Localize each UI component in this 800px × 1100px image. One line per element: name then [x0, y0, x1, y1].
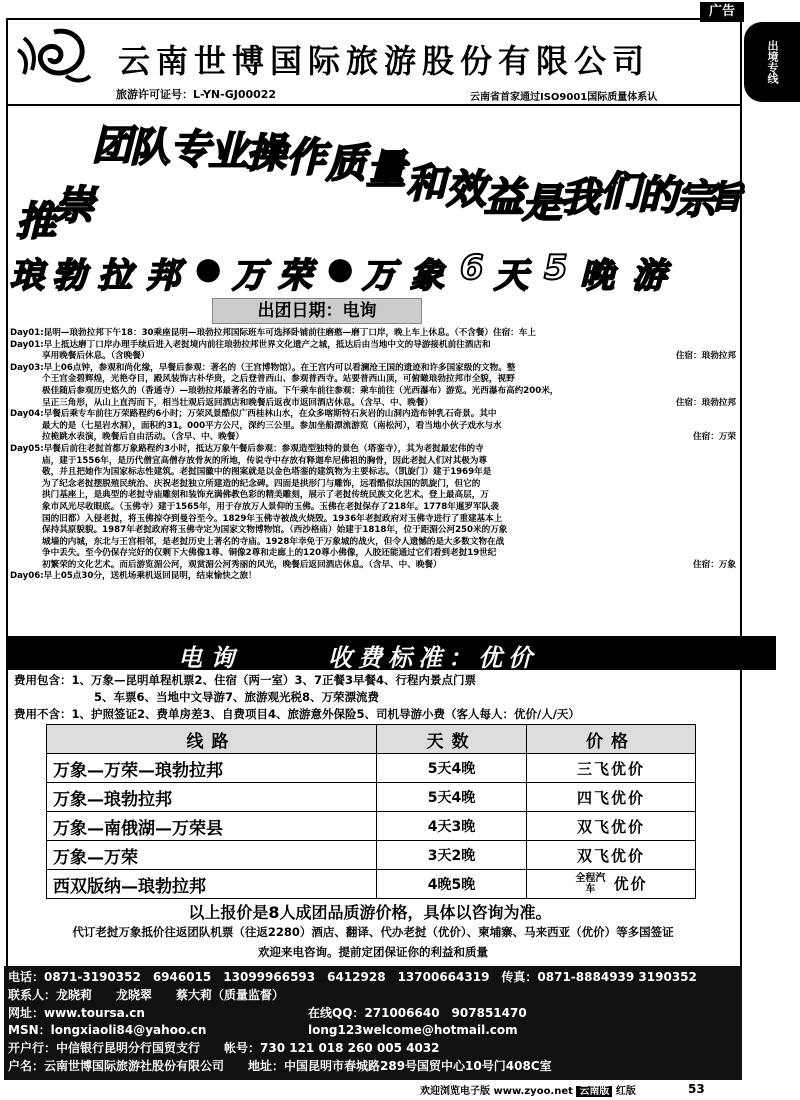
itinerary-text: 最大的是（七星岩水洞），面积约31。000平方公尺，深约三公里。参加坐船漂流游览（南松河），看当地小伙子戏水与水 — [42, 420, 502, 431]
contact-website[interactable]: 网址：www.toursa.cn — [8, 1005, 145, 1020]
route-title-char: 荣 — [278, 256, 312, 296]
company-name: 云南世博国际旅游股份有限公司 — [118, 42, 651, 80]
itinerary-text: 敬，并且把她作为国家标志性建筑。老挝国徽中的图案就是以金色塔銮的建筑物为主要标志。（凯旋门）建于1969年是 — [42, 467, 492, 478]
itinerary-line — [10, 490, 738, 502]
fees-excluded: 费用不含：1、护照签证2、费单房差3、自费项目4、旅游意外保险5、司机导游小费（客人每人：优价/人/天） — [14, 707, 580, 721]
itinerary-text: 城墙的内城，东北与王宫相邻，是老挝历史上著名的寺庙。1928年幸免于万象城的战火，但令人遗憾的是大多数文物在战 — [42, 536, 505, 547]
price-cell: 双飞优价 — [527, 841, 696, 870]
contact-phone: 电话：0871-3190352 6946015 13099966593 6412928 13700664319 传真：0871-8884939 3190352 — [8, 970, 697, 984]
itinerary-line — [10, 432, 738, 444]
route-title-char: 琅 — [10, 256, 44, 296]
slogan — [10, 112, 743, 245]
itinerary-text: 庙，建于1556年，是历代僧宣高僧存放骨灰的所地，传说寺中存放有释迦牟尼佛祖的胸骨，因此老挝人们对其极为尊 — [42, 455, 488, 466]
slogan-char: 宗 — [676, 176, 716, 223]
route-cell: 万象—琅勃拉邦 — [47, 783, 377, 812]
route-title-char: 万 — [232, 256, 266, 296]
header-price: 价格 — [527, 725, 696, 754]
slogan-char: 我 — [560, 174, 600, 221]
slogan-char: 是 — [522, 180, 562, 227]
slogan-char: 旨 — [710, 178, 743, 216]
itinerary-line — [10, 479, 738, 491]
itinerary-line — [10, 537, 738, 549]
price-cell: 四飞优价 — [527, 783, 696, 812]
itinerary-line — [10, 502, 738, 514]
itinerary-line — [10, 386, 738, 398]
table-row — [47, 812, 696, 841]
itinerary-line — [10, 525, 738, 537]
page-number: 53 — [688, 1082, 705, 1096]
itinerary-line — [10, 374, 738, 386]
fees-included-cont: 5、车票6、当地中文导游7、旅游观光税8、万荣漂流费 — [94, 690, 380, 704]
itinerary-stay: 住宿：万象 — [693, 559, 736, 570]
route-title-char: 象 — [410, 256, 444, 296]
header-divider — [8, 104, 740, 106]
itinerary-line — [10, 328, 738, 340]
license-number: 旅游许可证号：L-YN-GJ00022 — [116, 88, 277, 101]
days-cell: 5天4晚 — [377, 754, 527, 783]
itinerary-line — [10, 571, 738, 583]
contact-people: 联系人：龙晓莉 龙晓翠 蔡大莉（质量监督） — [8, 987, 285, 1002]
price-banner-right: 收费标准：优价 — [328, 644, 538, 672]
route-title-char: ● — [328, 252, 353, 285]
route-title-char: ● — [196, 252, 221, 285]
itinerary-line — [10, 467, 738, 479]
itinerary-text: 国的旧都）入侵老挝，将玉佛掠夺到曼谷至今。1829年玉佛寺被战火烧毁。1936年老挝政府对玉佛寺进行了重建基本上 — [42, 513, 503, 524]
itinerary-text: Day03:早上06点钟，参观和尚化缘，早餐后参观：著名的（王宫博物馆）。在王宫内可以看澜沧王国的遗迹和许多国家级的文物。整 — [10, 362, 516, 373]
route-title-char: 勃 — [52, 256, 86, 296]
slogan-char: 队 — [130, 124, 170, 171]
price-note: 以上报价是8人成团品质游价格，具体以咨询为准。 — [188, 903, 552, 922]
days-cell: 3天2晚 — [377, 841, 527, 870]
table-row — [47, 754, 696, 783]
slogan-char: 量 — [366, 146, 406, 193]
table-row — [47, 783, 696, 812]
itinerary-text: 初繁荣的文化艺术。而后游览湄公河，观赏湄公河秀丽的风光，晚餐后返回酒店休息。（含早、中、晚餐） — [42, 559, 442, 570]
departure-dates: 出团日期：电询 — [212, 298, 422, 324]
contact-account: 户名：云南世博国际旅游社股份有限公司 地址：中国昆明市春城路289号国贸中心10号门408C室 — [8, 1058, 552, 1073]
route-title — [10, 248, 730, 294]
days-cell: 4晚5晚 — [377, 870, 527, 899]
itinerary-stay: 住宿：万荣 — [693, 432, 736, 443]
route-cell: 万象—万荣—琅勃拉邦 — [47, 754, 377, 783]
route-cell: 西双版纳—琅勃拉邦 — [47, 870, 377, 899]
itinerary-text: Day04:早餐后乘专车前往万荣路程约6小时；万荣风景酷似广西桂林山水，在众多喀斯特石灰岩的山洞内造布钟乳石奇景。其中 — [10, 409, 497, 420]
slogan-char: 益 — [484, 174, 524, 221]
slogan-char: 业 — [208, 128, 248, 175]
company-logo-icon — [14, 24, 94, 88]
itinerary-text: Day06:早上05点30分，送机场乘机返回昆明，结束愉快之旅！ — [10, 571, 257, 582]
fees-section — [14, 672, 744, 723]
itinerary-text: Day01:早上抵达磨丁口岸办理手续后进入老挝境内前往琅勃拉邦世界文化遗产之城，抵达后由当地中文的导游接机前往酒店和 — [10, 339, 491, 350]
route-title-char: 拉 — [98, 256, 132, 296]
header-days: 天数 — [377, 725, 527, 754]
price-cell: 三飞优价 — [527, 754, 696, 783]
route-cell: 万象—万荣 — [47, 841, 377, 870]
itinerary-text: 拱门基座上，是典型的老挝寺庙雕刻和装饰充满佛教色彩的精美雕刻，展示了老挝传统民族文化艺术。登上最高层，万 — [42, 490, 489, 501]
itinerary-text: 为了纪念老挝摆脱殖民统治、庆祝老挝独立所建造的纪念碑。四面是拱形门与雕饰，远看酷似法国的凯旋门，但它的 — [42, 478, 481, 489]
table-row — [47, 870, 696, 899]
slogan-char: 团 — [92, 122, 132, 169]
itinerary-stay: 住宿：琅勃拉邦 — [675, 397, 736, 408]
slogan-char: 作 — [286, 134, 326, 181]
fees-included: 费用包含：1、万象—昆明单程机票2、住宿（两一室）3、7正餐3早餐4、行程内景点门票 — [14, 673, 477, 687]
contact-qq: 在线QQ：271006640 907851470 — [308, 1005, 527, 1020]
price-banner-left: 电 询 — [178, 644, 235, 672]
contact-msn[interactable]: MSN：longxiaoli84@yahoo.cn — [8, 1023, 207, 1038]
itinerary-line — [10, 398, 738, 410]
itinerary-line — [10, 444, 738, 456]
itinerary-line — [10, 560, 738, 572]
slogan-char: 质 — [326, 140, 366, 187]
itinerary-text: 象市风光尽收眼底。（玉佛寺）建于1565年，用于存放万人景仰的玉佛。玉佛在老挝保存了218年。1778年暹罗军队袭 — [42, 501, 499, 512]
contact-block — [4, 966, 742, 1080]
price-value: 优价 — [613, 874, 648, 893]
route-cell: 万象—南俄湖—万荣县 — [47, 812, 377, 841]
itinerary-line — [10, 548, 738, 560]
slogan-char: 的 — [638, 172, 678, 219]
itinerary-line — [10, 421, 738, 433]
header-route: 线路 — [47, 725, 377, 754]
route-title-char: 5 — [544, 248, 568, 288]
route-title-char: 6 — [460, 248, 484, 288]
itinerary-line — [10, 409, 738, 421]
route-title-char: 天 — [494, 256, 528, 296]
ad-tab: 广告 — [700, 2, 744, 22]
slogan-char: 操 — [246, 130, 286, 177]
days-cell: 5天4晚 — [377, 783, 527, 812]
contact-email[interactable]: long123welcome@hotmail.com — [308, 1023, 518, 1038]
itinerary-text: Day01:昆明—琅勃拉邦下午18：30乘座昆明—琅勃拉邦国际班车可选择卧铺前往磨憨—磨丁口岸，晚上车上休息。（不含餐）住宿：车上 — [10, 328, 536, 338]
itinerary-text: Day05:早餐后前往老挝首都万象路程约3小时，抵达万象午餐后参观：参观造型独特的景色（塔銮寺），其为老挝最宏伟的寺 — [10, 443, 484, 454]
side-tab: 出境专线 — [744, 22, 800, 102]
welcome-note: 欢迎来电咨询。提前定团保证你的利益和质量 — [258, 945, 488, 959]
footer-site[interactable]: 欢迎浏览电子版 www.zyoo.net — [420, 1086, 573, 1097]
itinerary-line — [10, 363, 738, 375]
slogan-char: 崇 — [54, 182, 94, 229]
itinerary-line — [10, 340, 738, 352]
contact-bank: 开户行：中信银行昆明分行国贸支行 帐号：730 121 018 260 005 4032 — [8, 1041, 440, 1056]
itinerary — [10, 328, 738, 583]
route-title-char: 邦 — [146, 256, 180, 296]
slogan-char: 效 — [446, 166, 486, 213]
price-cell — [527, 870, 696, 899]
footer — [420, 1082, 636, 1097]
footer-color: 红版 — [615, 1086, 636, 1097]
itinerary-stay: 住宿：琅勃拉邦 — [675, 351, 736, 362]
days-cell: 4天3晚 — [377, 812, 527, 841]
itinerary-text: 争中丢失。至今仍保存完好的仅剩下大佛像1尊、铜像2尊和走廊上的120尊小佛像，人胶还能通过它们看到老挝19世纪 — [42, 548, 497, 559]
slogan-char: 们 — [600, 168, 640, 215]
itinerary-line — [10, 456, 738, 468]
booking-note: 代订老挝万象抵价往返团队机票（往返2280）酒店、翻译、代办老挝（优价）、柬埔寨、马来西亚（优价）等多国签证 — [72, 925, 674, 939]
itinerary-text: 呈正三角形，从山上直泻而下，相当壮观后返回酒店和晚餐后返夜市返回酒店休息。（含早、中、晚餐） — [42, 397, 434, 408]
itinerary-text: 极佳随后参观历史悠久的（香通寺）—琅勃拉邦最著名的寺庙。下午乘车前往参观：乘车前往（光西瀑布）游览。光西瀑布高约200米， — [42, 385, 559, 396]
itinerary-text: 保持其原貌貌。1987年老挝政府将玉佛寺定为国家文物博物馆。（西沙格庙）始建于1818年，位于距湄公河250米的万象 — [42, 525, 508, 536]
slogan-char: 和 — [406, 160, 446, 207]
route-title-char: 游 — [632, 256, 666, 296]
route-title-char: 晚 — [580, 256, 614, 296]
table-row — [47, 841, 696, 870]
itinerary-text: 享用晚餐后休息。（含晚餐） — [42, 351, 150, 362]
price-table — [46, 724, 696, 899]
price-small-note: 全程汽车 — [575, 873, 606, 896]
price-cell: 双飞优价 — [527, 812, 696, 841]
footer-edition: 云南版 — [576, 1086, 612, 1097]
iso-note: 云南省首家通过ISO9001国际质量体系认 — [470, 92, 658, 103]
itinerary-line — [10, 514, 738, 526]
slogan-char: 专 — [170, 126, 210, 173]
itinerary-text: 拉桅跳水表演，晚餐后自由活动。（含早、中、晚餐） — [42, 432, 244, 443]
itinerary-line — [10, 351, 738, 363]
price-banner — [8, 636, 776, 670]
slogan-char: 推 — [16, 198, 56, 245]
itinerary-text: 个王宫金碧辉煌，光艳夺目，殿风装饰古朴华贵，之后登普西山、参观普西寺。站要普西山顶，可俯瞰琅勃拉邦市全貌，视野 — [42, 374, 515, 385]
route-title-char: 万 — [362, 256, 396, 296]
